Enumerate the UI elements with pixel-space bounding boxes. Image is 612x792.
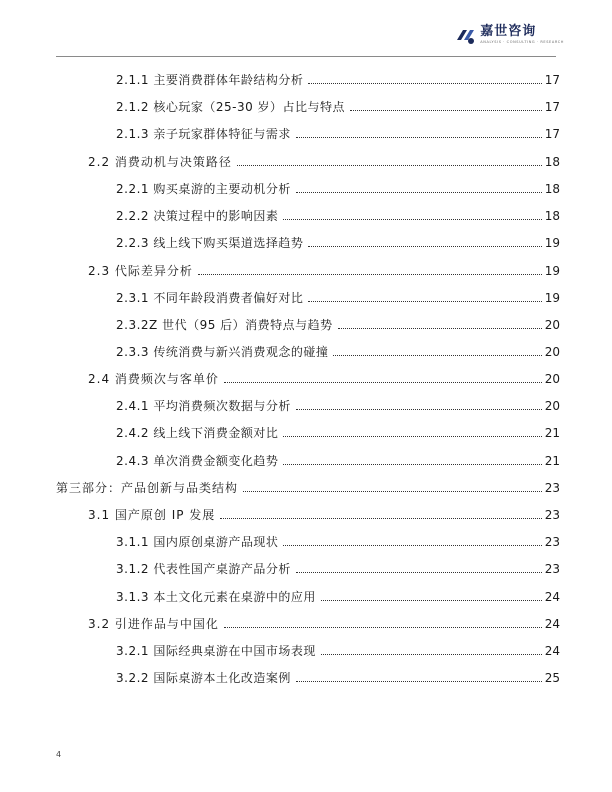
toc-leader-dots [350,110,542,111]
toc-entry-title: 3.2 引进作品与中国化 [88,617,219,631]
toc-entry[interactable] [88,501,560,523]
toc-entry-title: 2.3.1 不同年龄段消费者偏好对比 [116,291,304,305]
toc-entry-title: 2.4 消费频次与客单价 [88,372,219,386]
toc-entry-page: 21 [544,426,560,440]
toc-entry-page: 24 [544,617,560,631]
toc-entry[interactable] [116,93,560,115]
toc-entry-page: 23 [544,535,560,549]
logo-mark-icon [454,24,476,46]
toc-leader-dots [296,192,542,193]
toc-leader-dots [224,382,542,383]
toc-entry-page: 23 [544,481,560,495]
toc-entry[interactable] [116,419,560,441]
toc-leader-dots [296,572,542,573]
toc-entry-title: 2.4.3 单次消费金额变化趋势 [116,454,279,468]
toc-entry-title: 2.2 消费动机与决策路径 [88,155,232,169]
toc-entry-title: 3.1.2 代表性国产桌游产品分析 [116,562,291,576]
toc-entry[interactable] [116,175,560,197]
toc-leader-dots [308,301,541,302]
toc-entry-title: 3.1 国产原创 IP 发展 [88,508,216,522]
toc-entry-title: 2.1.1 主要消费群体年龄结构分析 [116,73,304,87]
toc-leader-dots [198,274,542,275]
toc-entry-title: 3.2.2 国际桌游本土化改造案例 [116,671,291,685]
toc-entry[interactable] [116,284,560,306]
toc-entry[interactable] [116,555,560,577]
logo-name: 嘉世咨询 [480,24,537,39]
page-number: 4 [56,750,62,759]
toc-entry-title: 3.1.1 国内原创桌游产品现状 [116,535,279,549]
toc-leader-dots [308,246,541,247]
toc-entry-title: 2.3.3 传统消费与新兴消费观念的碰撞 [116,345,329,359]
toc-leader-dots [296,409,542,410]
toc-entry-page: 17 [544,73,560,87]
toc-leader-dots [237,165,542,166]
toc-entry-title: 2.1.2 核心玩家（25-30 岁）占比与特点 [116,100,346,114]
toc-entry[interactable] [116,338,560,360]
toc-leader-dots [224,627,542,628]
toc-entry-page: 25 [544,671,560,685]
header-divider [56,56,556,57]
toc-entry[interactable] [116,120,560,142]
toc-leader-dots [308,83,541,84]
toc-entry-page: 24 [544,644,560,658]
toc-entry[interactable] [88,148,560,170]
toc-leader-dots [283,436,541,437]
toc-entry[interactable] [116,528,560,550]
toc-entry-page: 20 [544,345,560,359]
toc-entry-page: 18 [544,209,560,223]
toc-leader-dots [220,518,541,519]
toc-leader-dots [296,681,542,682]
toc-leader-dots [321,600,542,601]
toc-entry-title: 2.2.3 线上线下购买渠道选择趋势 [116,236,304,250]
toc-entry-page: 20 [544,318,560,332]
logo-tagline: ANALYSIS · CONSULTING · RESEARCH [480,40,564,44]
toc-leader-dots [283,464,541,465]
company-logo [454,24,564,50]
toc-entry-page: 19 [544,291,560,305]
page-header [0,0,612,56]
toc-leader-dots [321,654,542,655]
toc-leader-dots [283,545,541,546]
toc-entry-page: 20 [544,372,560,386]
toc-entry[interactable] [116,392,560,414]
toc-entry-page: 23 [544,508,560,522]
toc-entry-page: 21 [544,454,560,468]
toc-entry-page: 24 [544,590,560,604]
toc-entry-title: 3.2.1 国际经典桌游在中国市场表现 [116,644,316,658]
toc-entry-page: 19 [544,264,560,278]
toc-entry[interactable] [116,311,560,333]
toc-entry[interactable] [116,229,560,251]
toc-leader-dots [243,491,542,492]
toc-entry[interactable] [116,447,560,469]
toc-entry[interactable] [116,637,560,659]
toc-entry-title: 第三部分：产品创新与品类结构 [56,481,239,495]
toc-entry-title: 2.3 代际差异分析 [88,264,193,278]
toc-leader-dots [296,137,542,138]
toc-leader-dots [338,328,542,329]
toc-entry-page: 17 [544,127,560,141]
toc-entry-title: 2.1.3 亲子玩家群体特征与需求 [116,127,291,141]
toc-entry-title: 3.1.3 本土文化元素在桌游中的应用 [116,590,316,604]
toc-entry-page: 19 [544,236,560,250]
toc-entry[interactable] [116,583,560,605]
toc-entry-title: 2.3.2Z 世代（95 后）消费特点与趋势 [116,318,333,332]
toc-entry[interactable] [116,664,560,686]
toc-entry-page: 20 [544,399,560,413]
toc-entry[interactable] [88,365,560,387]
toc-entry-title: 2.4.1 平均消费频次数据与分析 [116,399,291,413]
toc-leader-dots [283,219,541,220]
toc-entry[interactable] [116,66,560,88]
toc-leader-dots [333,355,541,356]
toc-entry-page: 18 [544,182,560,196]
toc-entry[interactable] [116,202,560,224]
toc-entry-title: 2.4.2 线上线下消费金额对比 [116,426,279,440]
toc-entry[interactable] [88,257,560,279]
toc-entry-title: 2.2.1 购买桌游的主要动机分析 [116,182,291,196]
toc-entry-page: 23 [544,562,560,576]
toc-entry-title: 2.2.2 决策过程中的影响因素 [116,209,279,223]
toc-entry[interactable] [56,474,560,496]
toc-entry-page: 17 [544,100,560,114]
toc-entry[interactable] [88,610,560,632]
toc-entry-page: 18 [544,155,560,169]
